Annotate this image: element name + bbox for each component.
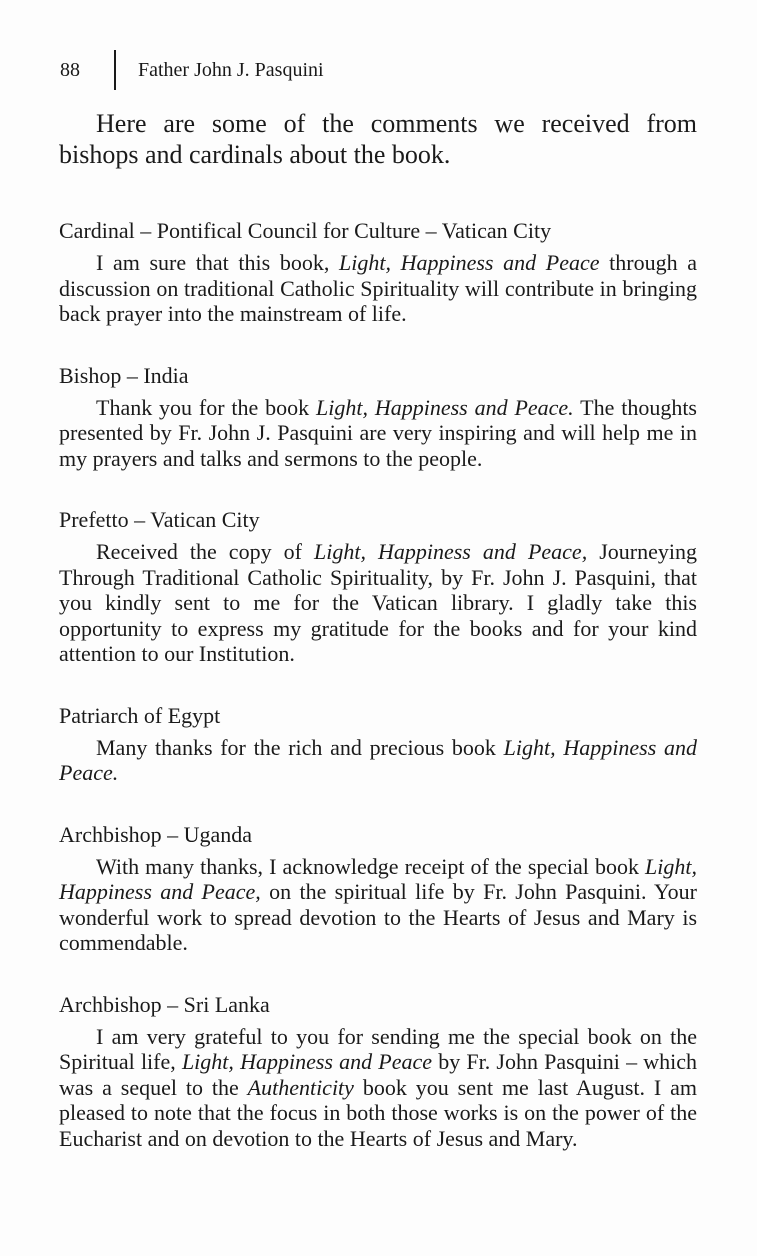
comment-text: Many thanks for the rich and precious book Light, Happiness and Peace. [59, 734, 697, 785]
book-title: Light, Happiness and Peace [338, 250, 600, 275]
running-header [60, 52, 324, 88]
comment-block [59, 822, 697, 956]
comment-text: With many thanks, I acknowledge receipt of the special book Light, Happiness and Peace, on the spiritual life by Fr. John Pasquini. Your wonderful work to spread devotion to the Hearts of Jesus and Mary is commendable. [59, 853, 697, 955]
comment-source: Patriarch of Egypt [59, 702, 221, 728]
comment-source: Bishop – India [59, 362, 189, 388]
book-title: Light, Happiness and Peace. [59, 734, 697, 785]
book-title: Light, Happiness and Peace. [316, 394, 574, 420]
running-head-author: Father John J. Pasquini [138, 58, 324, 81]
comment-text: I am sure that this book, Light, Happiness and Peace through a discussion on traditional Catholic Spirituality will contribute in bringing back prayer into the mainstream of life. [59, 250, 697, 326]
comment-source: Prefetto – Vatican City [59, 507, 260, 532]
book-title: Authenticity [247, 1074, 354, 1100]
comment-source: Archbishop – Sri Lanka [59, 991, 270, 1017]
comment-text: Thank you for the book Light, Happiness and Peace. The thoughts presented by Fr. John J. Pasquini are very inspiring and will help me in my prayers and talks and sermons to the people. [59, 394, 697, 471]
comment-block [59, 218, 697, 327]
book-title: Light, Happiness and Peace [181, 1049, 433, 1074]
comment-text: I am very grateful to you for sending me the special book on the Spiritual life, Light, Happiness and Peace by Fr. John Pasquini – which was a sequel to the Authenticity book you sent me last August. I am pleased to note that the focus in both those works is on the power of the Eucharist and on devotion to the Hearts of Jesus and Mary. [59, 1023, 697, 1151]
page-number: 88 [60, 58, 80, 81]
comment-text: Received the copy of Light, Happiness and Peace, Journeying Through Traditional Catholic Spirituality, by Fr. John J. Pasquini, that you kindly sent to me for the Vatican library. I gladly take this opportunity to express my gratitude for the books and for your kind attention to our Institution. [59, 539, 697, 666]
header-divider [114, 50, 116, 90]
book-title: Light, Happiness and Peace, [313, 539, 588, 564]
comment-source: Archbishop – Uganda [59, 821, 253, 847]
comment-block [59, 363, 697, 472]
comment-source: Cardinal – Pontifical Council for Culture – Vatican City [59, 218, 552, 243]
comment-block [59, 992, 697, 1152]
intro-paragraph: Here are some of the comments we received from bishops and cardinals about the book. [59, 109, 697, 169]
comment-block [59, 703, 697, 786]
page-body [59, 108, 697, 1187]
book-title: Light, Happiness and Peace, [59, 853, 697, 904]
comment-block [59, 507, 697, 667]
